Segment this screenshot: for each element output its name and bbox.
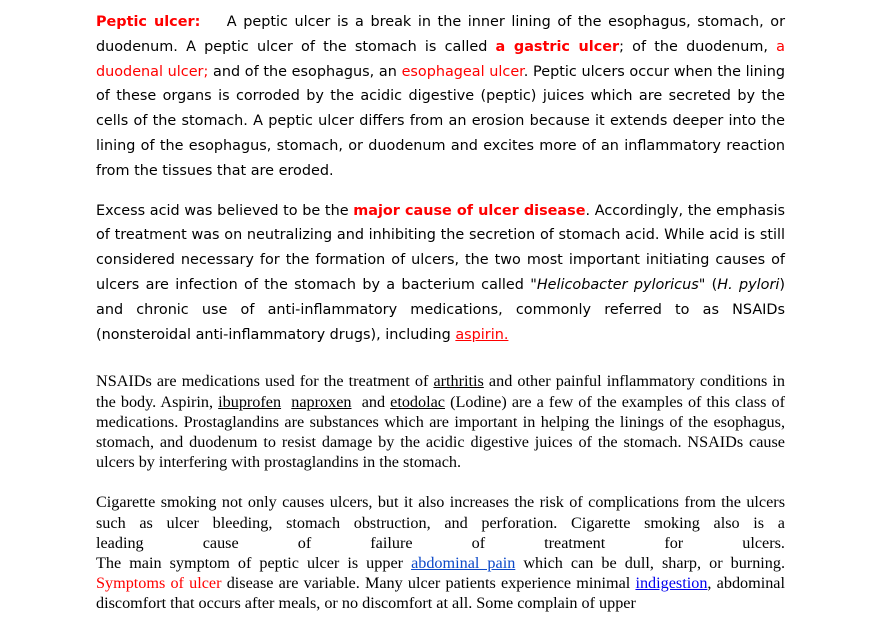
- paragraph-peptic-ulcer: Peptic ulcer: A peptic ulcer is a break in the inner lining of the esophagus, stomach, or duodenum. A peptic ulcer of the stomach is called a gastric ulcer; of the duodenum, a duodenal ulcer; and of the esophagus, an esophageal ulcer. Peptic ulcers occur when the lining of these organs is corroded by the acidic digestive (peptic) juices which are secreted by the cells of the stomach. A peptic ulcer differs from an erosion because it extends deeper into the lining of the esophagus, stomach, or duodenum and excites more of an inflammatory reaction from the tissues that are eroded.: [96, 14, 786, 179]
- paragraph-cigarette: Cigarette smoking not only causes ulcers, but it also increases the risk of complications from the ulcers such as ulcer bleeding, stomach obstruction, and perforation. Cigarette smoking also is a leading cause of failure of treatment for ulcers. The main symptom of peptic ulcer is upper abdominal pain which can be dull, sharp, or burning. Symptoms of ulcer disease are variable. Many ulcer patients experience minimal indigestion, abdominal discomfort that occurs after meals, or no discomfort at all. Some complain of upper: [96, 493, 786, 613]
- link-etodolac[interactable]: etodolac: [390, 392, 445, 411]
- term-esophageal-ulcer: esophageal ulcer: [401, 63, 524, 80]
- paragraph-excess-acid: Excess acid was believed to be the major cause of ulcer disease. Accordingly, the emphasis of treatment was on neutralizing and inhibiting the secretion of stomach acid. While acid is still considered necessary for the formation of ulcers, the two most important initiating causes of ulcers are infection of the stomach by a bacterium called "Helicobacter pyloricus" (H. pylori) and chronic use of anti-inflammatory medications, commonly referred to as NSAIDs (nonsteroidal anti-inflammatory drugs), including aspirin.: [96, 202, 786, 343]
- term-h-pylori: H. pylori: [717, 276, 780, 293]
- link-indigestion[interactable]: indigestion: [635, 574, 708, 593]
- link-aspirin[interactable]: aspirin.: [455, 326, 509, 343]
- term-gastric-ulcer: a gastric ulcer: [495, 38, 620, 55]
- term-peptic-ulcer: Peptic ulcer:: [96, 14, 201, 30]
- paragraph-nsaids: NSAIDs are medications used for the treatment of arthritis and other painful inflammatory conditions in the body. Aspirin, ibuprofen naproxen and etodolac (Lodine) are a few of the examples of this class of medications. Prostaglandins are substances which are important in helping the linings of the esophagus, stomach, and duodenum to resist damage by the acidic digestive juices of the stomach. NSAIDs cause ulcers by interfering with prostaglandins in the stomach.: [96, 372, 786, 472]
- link-ibuprofen[interactable]: ibuprofen: [218, 392, 282, 411]
- link-abdominal-pain[interactable]: abdominal pain: [411, 553, 516, 572]
- term-major-cause: major cause of ulcer disease: [353, 202, 586, 219]
- term-duodenal-ulcer: a duodenal ulcer;: [96, 38, 785, 80]
- term-symptoms-of-ulcer: Symptoms of ulcer: [96, 574, 222, 593]
- justified-line: leading cause of failure of treatment for ulcers.: [96, 533, 785, 552]
- link-arthritis[interactable]: arthritis: [433, 372, 484, 391]
- link-naproxen[interactable]: naproxen: [291, 392, 352, 411]
- document-page: [96, 10, 785, 614]
- term-helicobacter: Helicobacter pyloricus: [536, 276, 699, 293]
